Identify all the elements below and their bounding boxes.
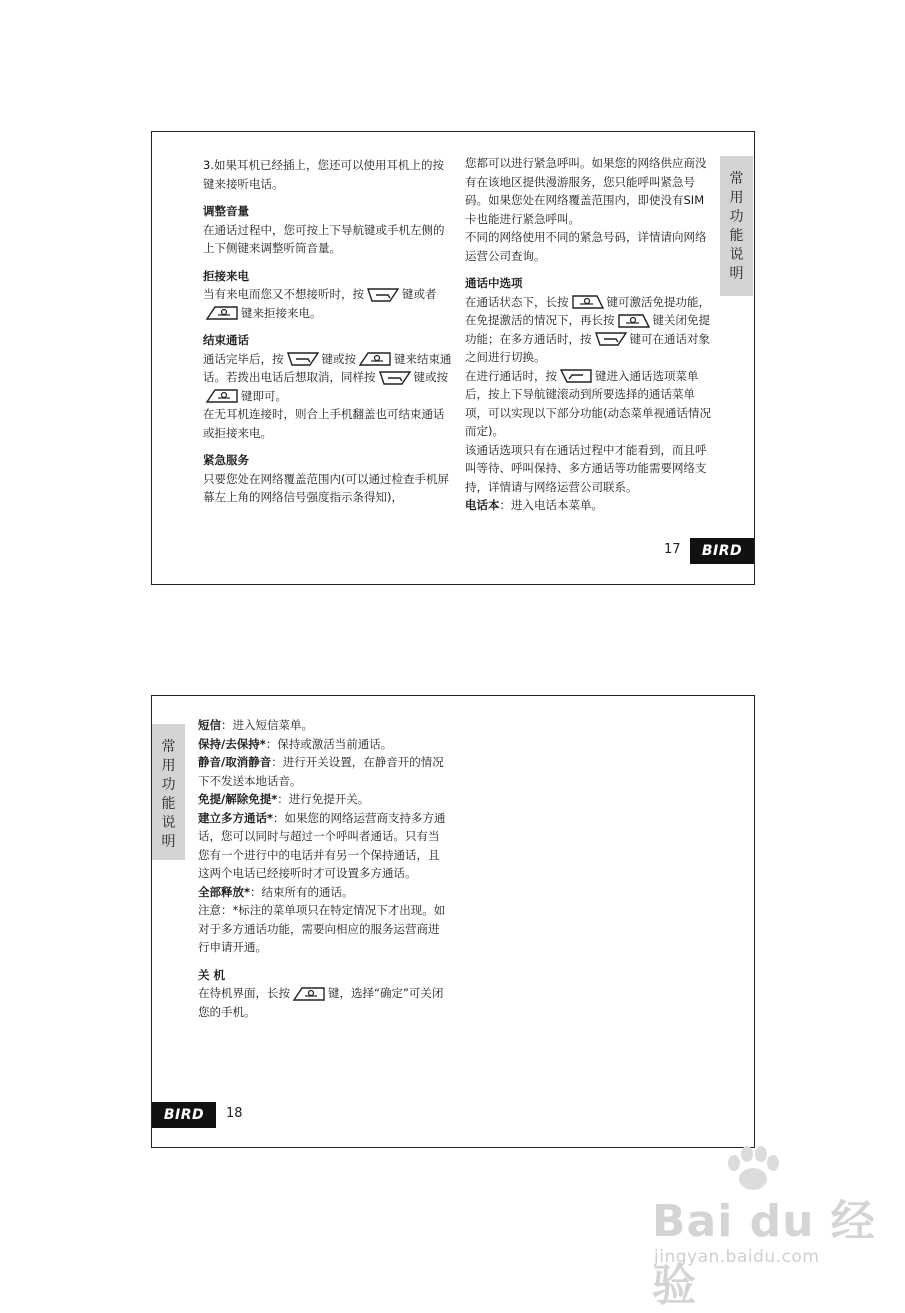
end-key-icon xyxy=(366,287,400,303)
section-title-reject: 拒接来电 xyxy=(203,268,249,283)
conference-label: 建立多方通话* xyxy=(198,810,274,825)
bird-logo: BIRD xyxy=(690,538,754,564)
option-menu-paragraph xyxy=(465,367,715,441)
left-softkey-icon xyxy=(559,368,593,384)
emergency-continued-paragraph: 您都可以进行紧急呼叫。如果您的网络供应商没有在该地区提供漫游服务，您只能呼叫紧急号码。如果您处在网络覆盖范围内，即使没有SIM卡也能进行紧急呼叫。 xyxy=(465,156,707,226)
emergency-number-paragraph: 不同的网络使用不同的紧急号码，详情请向网络运营公司查询。 xyxy=(465,230,707,263)
baidu-jingyan-watermark xyxy=(652,1145,892,1311)
handsfree-item xyxy=(198,790,448,809)
opt-text-c: 键关闭免提功能；在多方通话时，按 xyxy=(465,313,710,346)
end-key-icon xyxy=(594,331,628,347)
tab-char: 能 xyxy=(729,228,744,244)
power-off-text-a: 在待机界面，长按 xyxy=(198,986,290,1000)
tab-char: 功 xyxy=(161,777,176,793)
tab-char: 用 xyxy=(729,190,744,206)
reject-text-c: 键来拒接来电。 xyxy=(241,305,322,320)
end-call-paragraph xyxy=(203,350,453,406)
network-support-paragraph: 该通话选项只有在通话过程中才能看到，而且呼叫等待、呼叫保持、多方通话等功能需要网络支持，详情请与网络运营公司联系。 xyxy=(465,442,707,494)
note-paragraph: 注意：*标注的菜单项只在特定情况下才出现。如对于多方通话功能，需要向相应的服务运营商进行申请开通。 xyxy=(198,903,446,954)
watermark-url: jingyan.baidu.com xyxy=(654,1247,820,1267)
end-text-c: 键来结束通话。若拨出电话后想取消，同样按 xyxy=(203,351,452,384)
watermark-brand: Bai du 经验 xyxy=(652,1196,876,1311)
opt-text-e: 在进行通话时，按 xyxy=(465,368,557,383)
phonebook-item xyxy=(465,496,715,515)
tab-char: 常 xyxy=(729,171,744,187)
phonebook-label: 电话本 xyxy=(465,498,500,512)
mute-item xyxy=(198,753,448,790)
opt-text-f: 键进入通话选项菜单后，按上下导航键滚动到所要选择的通话菜单项，可以实现以下部分功能(动态菜单视通话情况而定)。 xyxy=(465,368,711,438)
opt-text-b: 键可激活免提功能，在免提激活的情况下，再长按 xyxy=(465,294,710,327)
page-number: 18 xyxy=(226,1106,243,1121)
opt-text-d: 键可在通话对象之间进行切换。 xyxy=(465,331,710,364)
tab-char: 功 xyxy=(729,209,744,225)
release-all-item xyxy=(198,883,448,902)
reject-paragraph xyxy=(203,285,453,322)
section-title-volume: 调整音量 xyxy=(203,204,249,218)
tab-char: 能 xyxy=(161,796,176,812)
page17-left-column xyxy=(203,156,453,507)
section-title-power-off: 关 机 xyxy=(198,967,226,982)
headset-answer-paragraph: 3.如果耳机已经插上，您还可以使用耳机上的按键来接听电话。 xyxy=(203,158,444,191)
manual-page-18 xyxy=(151,695,755,1148)
reject-text-a: 当有来电而您又不想接听时，按 xyxy=(203,287,364,301)
tab-char: 说 xyxy=(161,815,176,831)
phonebook-text: ：进入电话本菜单。 xyxy=(499,498,603,512)
end-key-icon xyxy=(378,370,412,386)
manual-page-17 xyxy=(151,131,755,585)
send-key-icon xyxy=(205,388,239,404)
release-all-label: 全部释放* xyxy=(198,884,251,899)
page-number: 17 xyxy=(664,542,681,557)
section-title-in-call-options: 通话中选项 xyxy=(465,276,523,290)
handsfree-key-icon xyxy=(617,313,651,329)
end-text-a: 通话完毕后，按 xyxy=(203,351,284,366)
section-title-end-call: 结束通话 xyxy=(203,333,249,347)
chapter-tab xyxy=(720,156,753,296)
opt-text-a: 在通话状态下，长按 xyxy=(465,294,569,309)
sms-label: 短信 xyxy=(198,718,221,732)
chapter-tab xyxy=(152,724,185,860)
send-key-icon xyxy=(205,305,239,321)
conference-item xyxy=(198,809,448,883)
send-key-icon xyxy=(358,351,392,367)
mute-label: 静音/取消静音 xyxy=(198,755,272,769)
end-text-b: 键或按 xyxy=(321,351,356,366)
conference-text: ：如果您的网络运营商支持多方通话，您可以同时与超过一个呼叫者通话。只有当您有一个进行中的电话并有另一个保持通话，且这两个电话已经接听时才可设置多方通话。 xyxy=(198,810,446,880)
tab-char: 常 xyxy=(161,739,176,755)
power-off-paragraph xyxy=(198,984,448,1021)
reject-text-b: 键或者 xyxy=(402,287,437,301)
in-call-options-paragraph xyxy=(465,293,715,367)
handsfree-key-icon xyxy=(571,294,605,310)
emergency-paragraph: 只要您处在网络覆盖范围内(可以通过检查手机屏幕左上角的网络信号强度指示条得知)， xyxy=(203,471,449,504)
hold-text: ：保持或激活当前通话。 xyxy=(265,736,393,751)
tab-char: 用 xyxy=(161,758,176,774)
bird-logo: BIRD xyxy=(152,1102,216,1128)
tab-char: 明 xyxy=(729,266,744,282)
end-key-icon xyxy=(286,351,320,367)
end-text-d: 键或按 xyxy=(413,370,448,384)
page18-left-column xyxy=(198,716,448,1021)
volume-paragraph: 在通话过程中，您可按上下导航键或手机左侧的上下侧键来调整听筒音量。 xyxy=(203,222,445,255)
mute-text: ：进行开关设置，在静音开的情况下不发送本地话音。 xyxy=(198,755,444,788)
sms-item xyxy=(198,716,448,735)
section-title-emergency: 紧急服务 xyxy=(203,453,249,467)
tab-char: 说 xyxy=(729,247,744,263)
send-key-icon xyxy=(292,986,326,1002)
power-off-text-b: 键，选择“确定”可关闭您的手机。 xyxy=(198,986,444,1019)
flip-close-paragraph: 在无耳机连接时，则合上手机翻盖也可结束通话或拒接来电。 xyxy=(203,407,445,440)
release-all-text: ：结束所有的通话。 xyxy=(250,884,354,899)
handsfree-text: ：进行免提开关。 xyxy=(277,792,370,806)
tab-char: 明 xyxy=(161,834,176,850)
hold-item xyxy=(198,735,448,754)
hold-label: 保持/去保持* xyxy=(198,736,266,751)
page17-right-column xyxy=(465,154,715,515)
handsfree-label: 免提/解除免提* xyxy=(198,792,278,806)
sms-text: ：进入短信菜单。 xyxy=(221,718,313,732)
end-text-e: 键即可。 xyxy=(241,388,287,403)
